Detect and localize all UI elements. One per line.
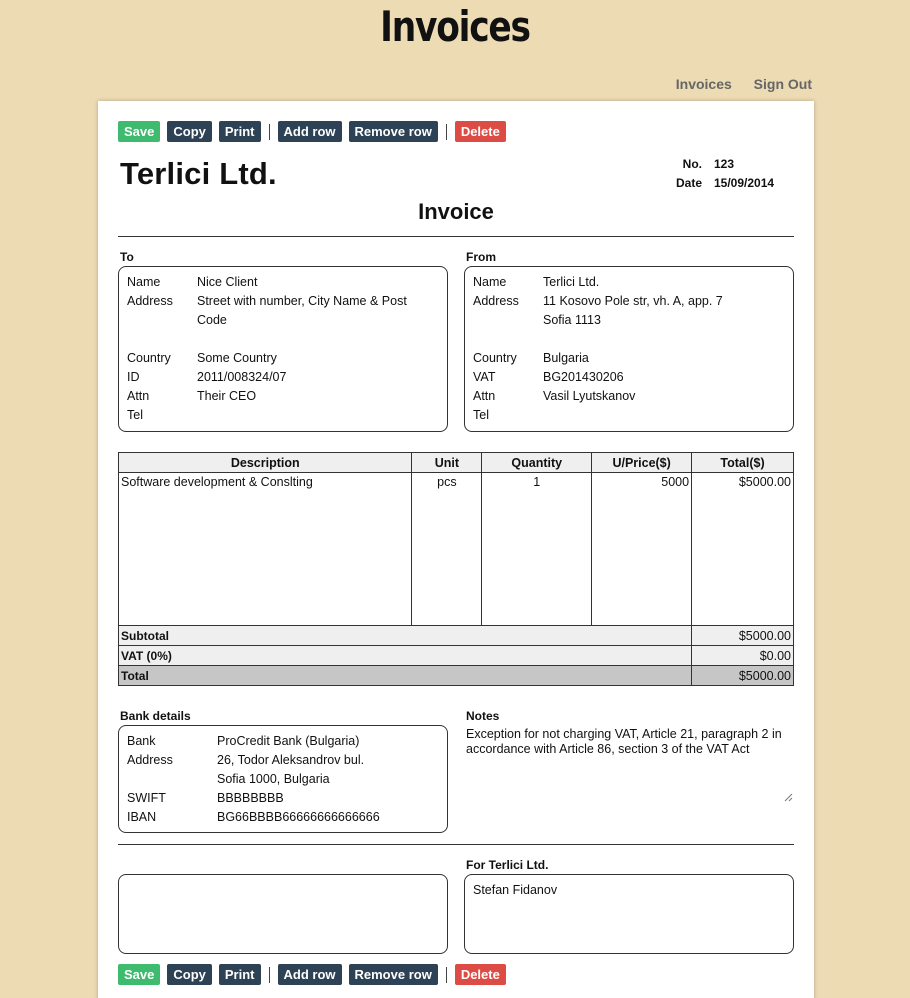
save-button[interactable]: Save [118,121,160,142]
toolbar-separator [269,967,270,983]
copy-button[interactable]: Copy [167,964,212,985]
from-name-label: Name [473,275,507,289]
toolbar-bottom [118,964,513,985]
toolbar-top [118,121,513,142]
client-signature-box[interactable] [118,874,448,954]
nav-signout-link[interactable]: Sign Out [753,76,812,92]
from-country-label: Country [473,351,517,365]
from-address-line2[interactable]: Sofia 1113 [543,313,601,327]
toolbar-separator [446,967,447,983]
remove-row-button[interactable]: Remove row [349,121,438,142]
bank-address-field[interactable]: 26, Todor Aleksandrov bul. [217,753,365,767]
to-id-field[interactable]: 2011/008324/07 [197,370,287,384]
from-tel-label: Tel [473,408,489,422]
items-table [118,452,794,686]
bank-name-label: Bank [127,734,156,748]
total-value: $5000.00 [692,666,794,686]
to-tel-field[interactable] [197,406,427,425]
from-name-field[interactable]: Terlici Ltd. [543,275,600,289]
notes-label: Notes [466,709,500,723]
resize-handle-icon[interactable] [784,793,793,802]
add-row-button[interactable]: Add row [278,121,342,142]
invoice-number-field[interactable]: 123 [714,157,735,171]
top-nav [658,76,812,92]
total-row [119,666,794,686]
from-tel-field[interactable] [543,406,783,425]
toolbar-separator [446,124,447,140]
to-id-label: ID [127,370,140,384]
total-label: Total [119,666,692,686]
divider [118,844,794,845]
item-unit-field[interactable]: pcs [412,473,482,626]
remove-row-button[interactable]: Remove row [349,964,438,985]
for-company-label: For Terlici Ltd. [466,858,549,872]
to-name-label: Name [127,275,161,289]
col-description-header: Description [119,453,412,473]
from-address-field[interactable]: 11 Kosovo Pole str, vh. A, app. 7 [543,294,723,308]
to-address-label: Address [127,294,173,308]
col-quantity-header: Quantity [482,453,592,473]
from-attn-field[interactable]: Vasil Lyutskanov [543,389,636,403]
iban-field[interactable]: BG66BBBB66666666666666 [217,810,380,824]
delete-button[interactable]: Delete [455,121,506,142]
to-attn-label: Attn [127,389,150,403]
from-vat-field[interactable]: BG201430206 [543,370,624,384]
bank-address-label: Address [127,753,173,767]
bank-details [127,732,437,827]
swift-label: SWIFT [127,791,166,805]
to-country-field[interactable]: Some Country [197,351,277,365]
subtotal-label: Subtotal [119,626,692,646]
from-attn-label: Attn [473,389,496,403]
invoice-number-label: No. [682,157,702,171]
vat-row [119,646,794,666]
nav-invoices-link[interactable]: Invoices [675,76,732,92]
col-total-header: Total($) [692,453,794,473]
toolbar-separator [269,124,270,140]
print-button[interactable]: Print [219,121,261,142]
from-vat-label: VAT [473,370,496,384]
divider [118,236,794,237]
invoice-date-field[interactable]: 15/09/2014 [714,176,775,190]
from-country-field[interactable]: Bulgaria [543,351,589,365]
invoice-meta [654,155,780,193]
company-name[interactable]: Terlici Ltd. [120,156,277,191]
to-country-label: Country [127,351,171,365]
to-name-field[interactable]: Nice Client [197,275,258,289]
vat-label: VAT (0%) [119,646,692,666]
vat-value: $0.00 [692,646,794,666]
copy-button[interactable]: Copy [167,121,212,142]
item-description-field[interactable]: Software development & Conslting [119,473,412,626]
table-header-row [119,453,794,473]
subtotal-value: $5000.00 [692,626,794,646]
notes-textarea[interactable]: Exception for not charging VAT, Article 21, paragraph 2 in accordance with Article 86, section 3 of the VAT Act [466,727,782,756]
document-title: Invoice [418,199,494,224]
to-attn-field[interactable]: Their CEO [197,389,257,403]
bank-details-label: Bank details [120,709,191,723]
to-label: To [120,250,134,264]
item-uprice-field[interactable]: 5000 [592,473,692,626]
to-address-field[interactable]: Street with number, City Name & Post Code [197,294,407,327]
subtotal-row [119,626,794,646]
col-unit-header: Unit [412,453,482,473]
swift-field[interactable]: BBBBBBBB [217,791,284,805]
from-label: From [466,250,496,264]
company-signature-name[interactable]: Stefan Fidanov [473,883,558,897]
delete-button[interactable]: Delete [455,964,506,985]
site-title: Invoices [380,2,530,51]
bank-address-line2[interactable]: Sofia 1000, Bulgaria [217,772,330,786]
table-row [119,473,794,626]
item-quantity-field[interactable]: 1 [482,473,592,626]
to-details [127,273,427,425]
from-details [473,273,783,425]
item-total-value: $5000.00 [692,473,794,626]
to-tel-label: Tel [127,408,143,422]
from-address-label: Address [473,294,519,308]
invoice-paper [98,101,814,998]
add-row-button[interactable]: Add row [278,964,342,985]
invoice-date-label: Date [675,176,702,190]
iban-label: IBAN [127,810,157,824]
col-uprice-header: U/Price($) [592,453,692,473]
bank-name-field[interactable]: ProCredit Bank (Bulgaria) [217,734,360,748]
print-button[interactable]: Print [219,964,261,985]
save-button[interactable]: Save [118,964,160,985]
